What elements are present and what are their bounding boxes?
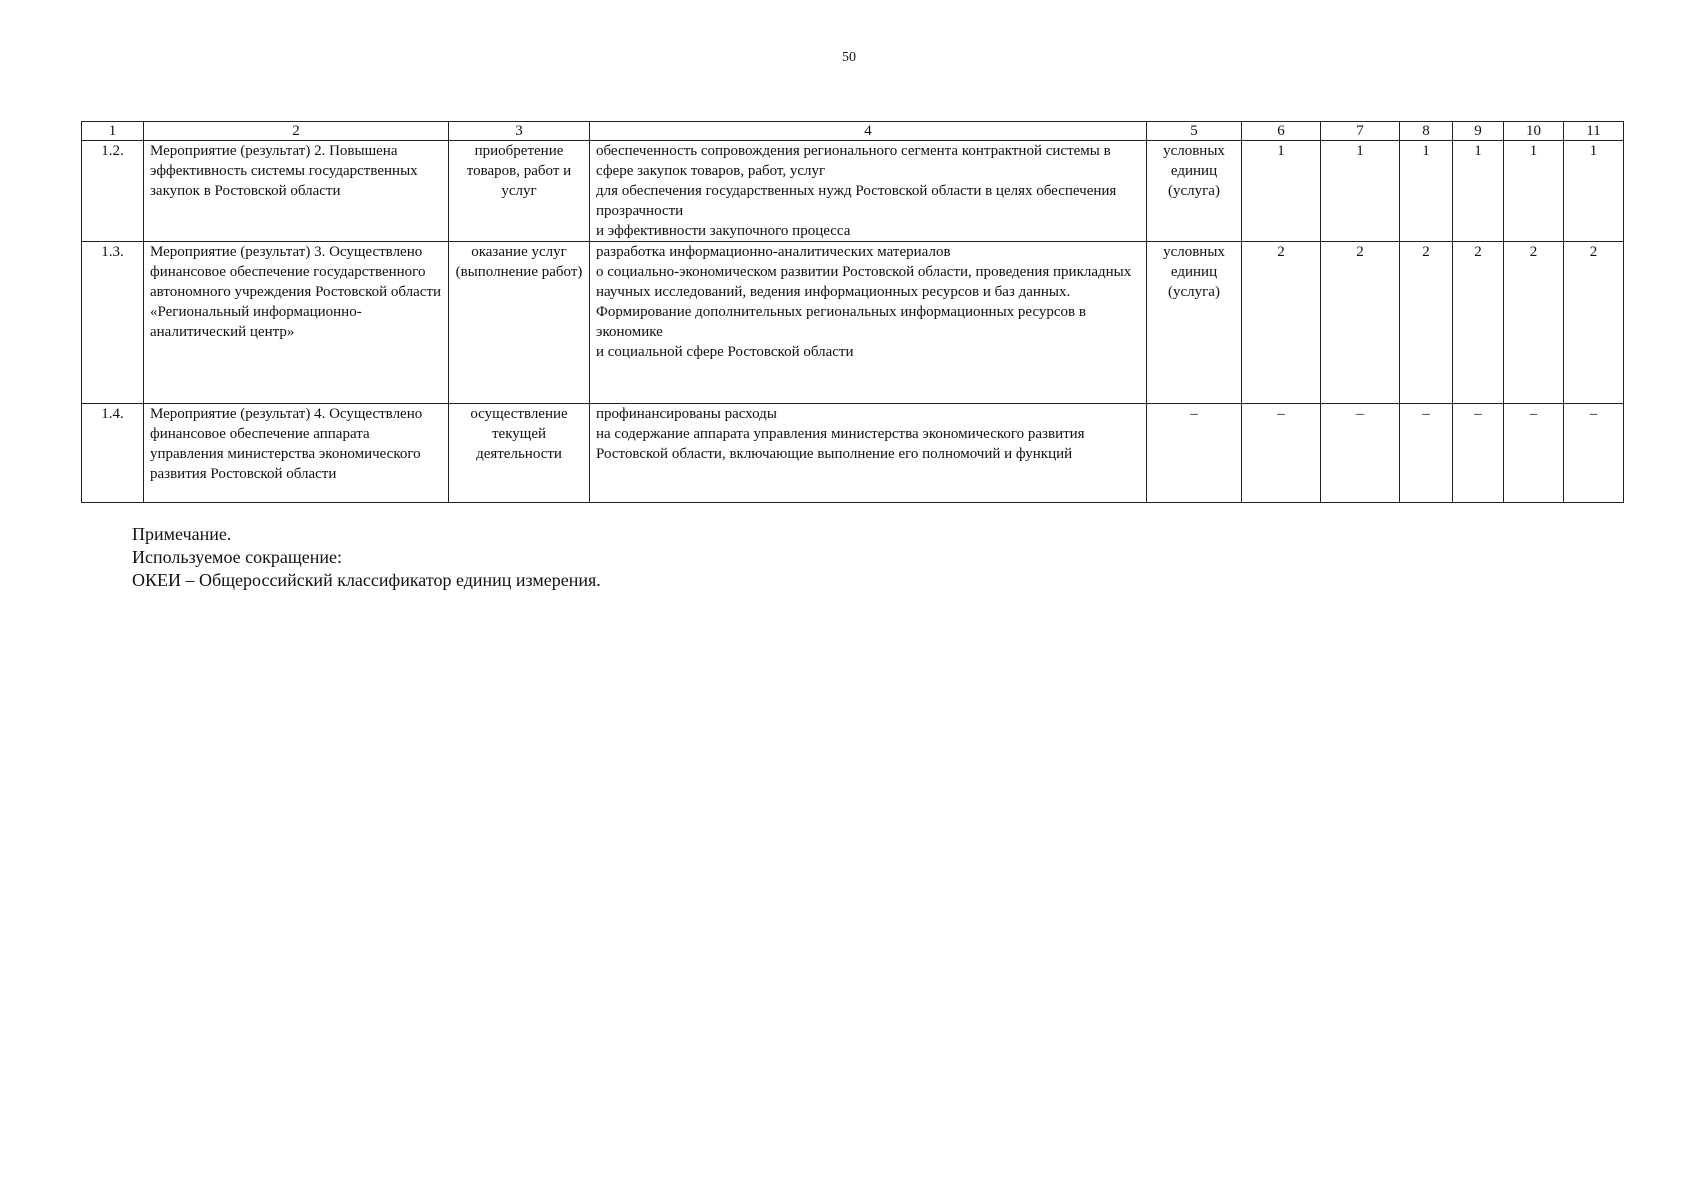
row-value: 1	[1453, 141, 1504, 242]
row-value: 1	[1504, 141, 1564, 242]
row-description: профинансированы расходы на содержание аппарата управления министерства экономического развития Ростовской области, включающие выполнение его полномочий и функций	[590, 404, 1147, 503]
header-cell: 7	[1321, 122, 1400, 141]
row-value: 2	[1564, 242, 1624, 404]
row-value: –	[1564, 404, 1624, 503]
row-value: –	[1321, 404, 1400, 503]
header-cell: 9	[1453, 122, 1504, 141]
table-row	[82, 242, 1624, 404]
note-line: Используемое сокращение:	[132, 547, 342, 567]
table-row	[82, 141, 1624, 242]
row-value: 2	[1321, 242, 1400, 404]
note-line: ОКЕИ – Общероссийский классификатор единиц измерения.	[132, 570, 601, 590]
header-cell: 1	[82, 122, 144, 141]
table-header-row	[82, 122, 1624, 141]
row-value: –	[1400, 404, 1453, 503]
row-type: оказание услуг (выполнение работ)	[449, 242, 590, 404]
header-cell: 8	[1400, 122, 1453, 141]
row-description: обеспеченность сопровождения регионального сегмента контрактной системы в сфере закупок товаров, работ, услуг для обеспечения государственных нужд Ростовской области в целях обеспечения прозрачности и эффективности закупочного процесса	[590, 141, 1147, 242]
row-value: 2	[1400, 242, 1453, 404]
header-cell: 6	[1242, 122, 1321, 141]
row-value: 2	[1242, 242, 1321, 404]
row-number: 1.4.	[82, 404, 144, 503]
footnote	[132, 523, 601, 592]
header-cell: 10	[1504, 122, 1564, 141]
row-value: –	[1504, 404, 1564, 503]
row-type: приобретение товаров, работ и услуг	[449, 141, 590, 242]
row-value: 1	[1242, 141, 1321, 242]
row-value: –	[1242, 404, 1321, 503]
table-row	[82, 404, 1624, 503]
results-table	[81, 121, 1624, 503]
row-value: 1	[1321, 141, 1400, 242]
row-type: осуществление текущей деятельности	[449, 404, 590, 503]
row-name: Мероприятие (результат) 3. Осуществлено финансовое обеспечение государственного автономного учреждения Ростовской области «Региональный информационно-аналитический центр»	[144, 242, 449, 404]
row-value: 1	[1400, 141, 1453, 242]
row-name: Мероприятие (результат) 4. Осуществлено финансовое обеспечение аппарата управления министерства экономического развития Ростовской области	[144, 404, 449, 503]
row-value: 2	[1453, 242, 1504, 404]
row-number: 1.3.	[82, 242, 144, 404]
note-title: Примечание.	[132, 524, 232, 544]
page-number: 50	[842, 50, 856, 65]
header-cell: 3	[449, 122, 590, 141]
row-unit: –	[1147, 404, 1242, 503]
row-unit: условных единиц (услуга)	[1147, 141, 1242, 242]
header-cell: 11	[1564, 122, 1624, 141]
row-number: 1.2.	[82, 141, 144, 242]
row-name: Мероприятие (результат) 2. Повышена эффективность системы государственных закупок в Ростовской области	[144, 141, 449, 242]
row-unit: условных единиц (услуга)	[1147, 242, 1242, 404]
header-cell: 5	[1147, 122, 1242, 141]
row-description: разработка информационно-аналитических материалов о социально-экономическом развитии Ростовской области, проведения прикладных научных исследований, ведения информационных ресурсов и баз данных. Формирование дополнительных региональных информационных ресурсов в экономике и социальной сфере Ростовской области	[590, 242, 1147, 404]
row-value: 2	[1504, 242, 1564, 404]
header-cell: 2	[144, 122, 449, 141]
header-cell: 4	[590, 122, 1147, 141]
row-value: –	[1453, 404, 1504, 503]
row-value: 1	[1564, 141, 1624, 242]
